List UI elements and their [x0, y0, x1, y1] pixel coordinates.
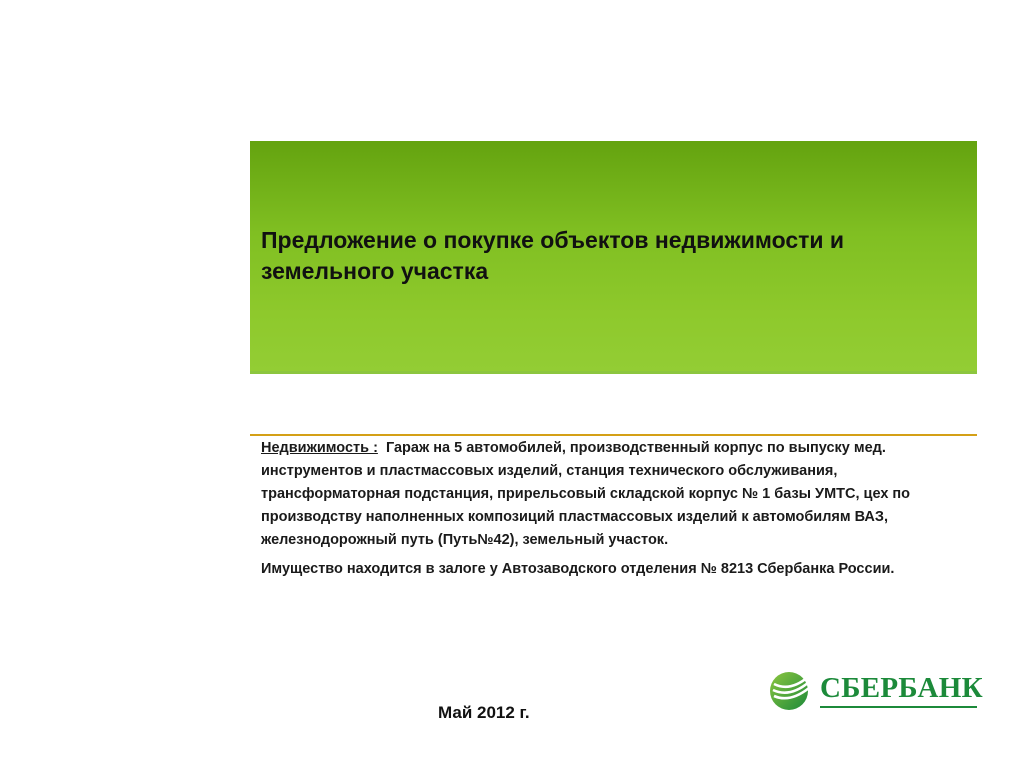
sberbank-logo-icon [768, 668, 812, 712]
divider-line [250, 434, 977, 436]
slide-title: Предложение о покупке объектов недвижимости и земельного участка [261, 227, 845, 284]
slide-date: Май 2012 г. [438, 703, 530, 722]
logo-underline [820, 706, 977, 708]
title-banner [250, 141, 977, 374]
property-paragraph [261, 437, 967, 552]
sberbank-logo-text: СБЕРБАНК [820, 672, 983, 704]
sberbank-logo [768, 668, 983, 712]
pledge-paragraph: Имущество находится в залоге у Автозаводского отделения № 8213 Сбербанка России. [261, 561, 895, 577]
property-label: Недвижимость : [261, 440, 378, 456]
body-text-block [261, 437, 967, 587]
property-description: Гараж на 5 автомобилей, производственный корпус по выпуску мед. инструментов и пластмассовых изделий, станция технического обслуживания, трансформаторная подстанция, прирельсовый складской корпус № 1 базы УМТС, цех по производству наполненных композиций пластмассовых изделий к автомобилям ВАЗ, железнодорожный путь (Путь№42), земельный участок. [261, 440, 911, 548]
